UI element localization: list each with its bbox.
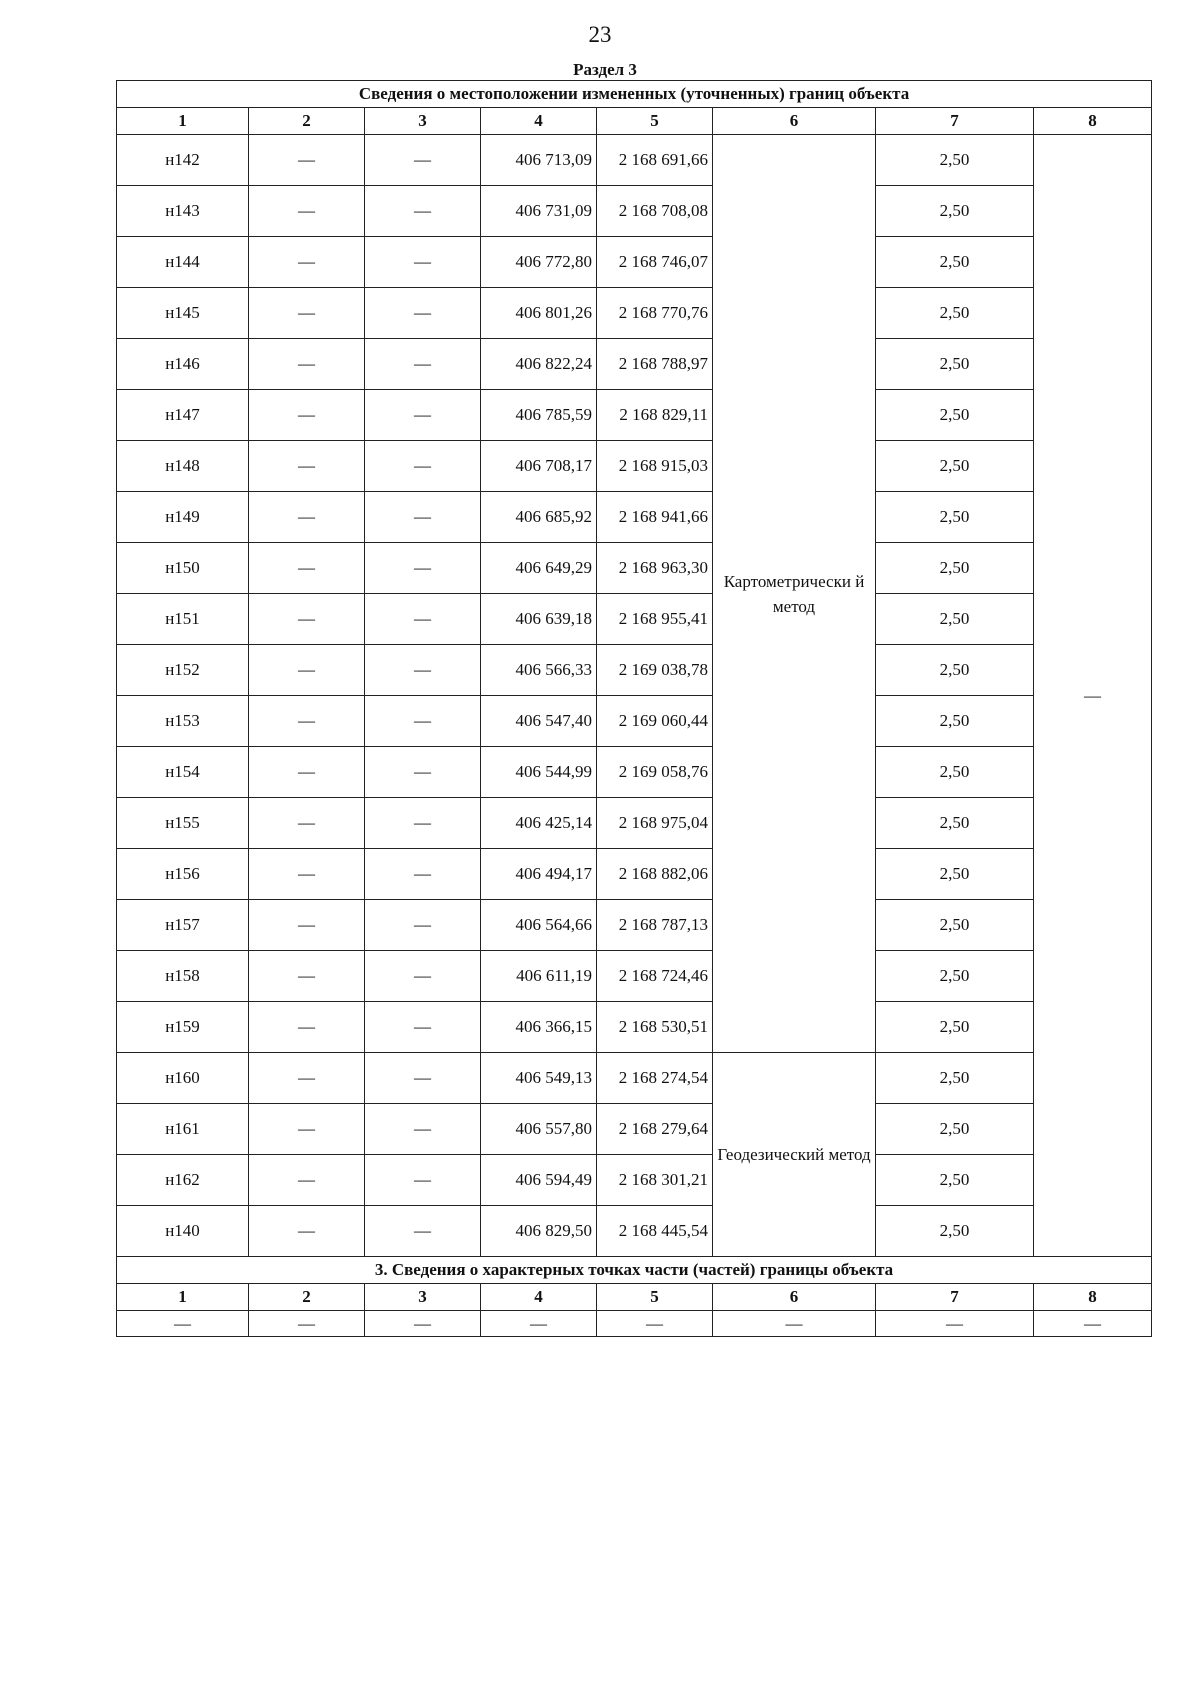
column-number: 3 <box>365 1284 481 1311</box>
precision-value: 2,50 <box>876 645 1034 696</box>
precision-value: 2,50 <box>876 543 1034 594</box>
precision-value: 2,50 <box>876 237 1034 288</box>
col3-value: — <box>365 135 481 186</box>
precision-value: 2,50 <box>876 696 1034 747</box>
point-name: н160 <box>117 1053 249 1104</box>
empty-value: — <box>876 1311 1034 1337</box>
column-number: 5 <box>597 1284 713 1311</box>
subsection-column-number-row <box>117 1284 1152 1311</box>
x-coordinate: 406 366,15 <box>481 1002 597 1053</box>
table-row <box>117 492 1152 543</box>
table-row <box>117 594 1152 645</box>
column-number: 4 <box>481 108 597 135</box>
precision-value: 2,50 <box>876 135 1034 186</box>
y-coordinate: 2 168 708,08 <box>597 186 713 237</box>
precision-value: 2,50 <box>876 288 1034 339</box>
y-coordinate: 2 169 038,78 <box>597 645 713 696</box>
page-number: 23 <box>588 22 612 47</box>
y-coordinate: 2 168 770,76 <box>597 288 713 339</box>
y-coordinate: 2 168 915,03 <box>597 441 713 492</box>
col2-value: — <box>249 441 365 492</box>
y-coordinate: 2 168 788,97 <box>597 339 713 390</box>
col2-value: — <box>249 1002 365 1053</box>
y-coordinate: 2 168 941,66 <box>597 492 713 543</box>
table-row <box>117 288 1152 339</box>
point-name: н154 <box>117 747 249 798</box>
x-coordinate: 406 547,40 <box>481 696 597 747</box>
subsection-empty-row <box>117 1311 1152 1337</box>
point-name: н146 <box>117 339 249 390</box>
col2-value: — <box>249 237 365 288</box>
table-row <box>117 135 1152 186</box>
x-coordinate: 406 685,92 <box>481 492 597 543</box>
col2-value: — <box>249 339 365 390</box>
x-coordinate: 406 564,66 <box>481 900 597 951</box>
column-number: 3 <box>365 108 481 135</box>
x-coordinate: 406 549,13 <box>481 1053 597 1104</box>
col3-value: — <box>365 1206 481 1257</box>
point-name: н140 <box>117 1206 249 1257</box>
column-number: 8 <box>1034 1284 1152 1311</box>
col2-value: — <box>249 900 365 951</box>
table-row <box>117 543 1152 594</box>
empty-value: — <box>117 1311 249 1337</box>
col3-value: — <box>365 645 481 696</box>
y-coordinate: 2 168 975,04 <box>597 798 713 849</box>
column-number: 5 <box>597 108 713 135</box>
x-coordinate: 406 494,17 <box>481 849 597 900</box>
col2-value: — <box>249 798 365 849</box>
column-number: 4 <box>481 1284 597 1311</box>
precision-value: 2,50 <box>876 951 1034 1002</box>
y-coordinate: 2 168 955,41 <box>597 594 713 645</box>
empty-value: — <box>365 1311 481 1337</box>
col2-value: — <box>249 849 365 900</box>
col2-value: — <box>249 288 365 339</box>
col2-value: — <box>249 186 365 237</box>
y-coordinate: 2 169 060,44 <box>597 696 713 747</box>
column-number: 6 <box>713 108 876 135</box>
table-row <box>117 849 1152 900</box>
col8-value: — <box>1034 135 1152 1257</box>
column-number: 1 <box>117 1284 249 1311</box>
table-row <box>117 1053 1152 1104</box>
precision-value: 2,50 <box>876 186 1034 237</box>
table-row <box>117 1002 1152 1053</box>
col3-value: — <box>365 1104 481 1155</box>
x-coordinate: 406 731,09 <box>481 186 597 237</box>
col2-value: — <box>249 492 365 543</box>
x-coordinate: 406 713,09 <box>481 135 597 186</box>
y-coordinate: 2 168 445,54 <box>597 1206 713 1257</box>
table-row <box>117 798 1152 849</box>
point-name: н147 <box>117 390 249 441</box>
x-coordinate: 406 785,59 <box>481 390 597 441</box>
x-coordinate: 406 611,19 <box>481 951 597 1002</box>
x-coordinate: 406 829,50 <box>481 1206 597 1257</box>
y-coordinate: 2 168 691,66 <box>597 135 713 186</box>
column-number: 8 <box>1034 108 1152 135</box>
point-name: н159 <box>117 1002 249 1053</box>
table-title: Сведения о местоположении измененных (уточненных) границ объекта <box>117 81 1152 108</box>
point-name: н153 <box>117 696 249 747</box>
x-coordinate: 406 649,29 <box>481 543 597 594</box>
col3-value: — <box>365 1155 481 1206</box>
point-name: н148 <box>117 441 249 492</box>
col3-value: — <box>365 390 481 441</box>
y-coordinate: 2 169 058,76 <box>597 747 713 798</box>
y-coordinate: 2 168 746,07 <box>597 237 713 288</box>
col3-value: — <box>365 951 481 1002</box>
table-row <box>117 186 1152 237</box>
table-row <box>117 390 1152 441</box>
precision-value: 2,50 <box>876 1104 1034 1155</box>
col3-value: — <box>365 543 481 594</box>
y-coordinate: 2 168 963,30 <box>597 543 713 594</box>
method-cell: Картометрически й метод <box>713 135 876 1053</box>
column-number: 2 <box>249 108 365 135</box>
col2-value: — <box>249 543 365 594</box>
col2-value: — <box>249 1104 365 1155</box>
point-name: н142 <box>117 135 249 186</box>
column-number: 6 <box>713 1284 876 1311</box>
precision-value: 2,50 <box>876 798 1034 849</box>
point-name: н152 <box>117 645 249 696</box>
col3-value: — <box>365 1053 481 1104</box>
point-name: н155 <box>117 798 249 849</box>
col3-value: — <box>365 339 481 390</box>
col3-value: — <box>365 900 481 951</box>
table-row <box>117 951 1152 1002</box>
point-name: н145 <box>117 288 249 339</box>
y-coordinate: 2 168 301,21 <box>597 1155 713 1206</box>
y-coordinate: 2 168 724,46 <box>597 951 713 1002</box>
subsection-title: 3. Сведения о характерных точках части (частей) границы объекта <box>117 1257 1152 1284</box>
col3-value: — <box>365 492 481 543</box>
y-coordinate: 2 168 829,11 <box>597 390 713 441</box>
point-name: н158 <box>117 951 249 1002</box>
col3-value: — <box>365 798 481 849</box>
col2-value: — <box>249 951 365 1002</box>
point-name: н151 <box>117 594 249 645</box>
col3-value: — <box>365 747 481 798</box>
col3-value: — <box>365 441 481 492</box>
col2-value: — <box>249 1206 365 1257</box>
column-number: 2 <box>249 1284 365 1311</box>
col2-value: — <box>249 594 365 645</box>
empty-value: — <box>597 1311 713 1337</box>
col3-value: — <box>365 186 481 237</box>
col2-value: — <box>249 390 365 441</box>
y-coordinate: 2 168 882,06 <box>597 849 713 900</box>
method-cell: Геодезический метод <box>713 1053 876 1257</box>
point-name: н143 <box>117 186 249 237</box>
x-coordinate: 406 544,99 <box>481 747 597 798</box>
empty-value: — <box>249 1311 365 1337</box>
col3-value: — <box>365 594 481 645</box>
y-coordinate: 2 168 274,54 <box>597 1053 713 1104</box>
col2-value: — <box>249 1155 365 1206</box>
col3-value: — <box>365 288 481 339</box>
precision-value: 2,50 <box>876 747 1034 798</box>
precision-value: 2,50 <box>876 1206 1034 1257</box>
precision-value: 2,50 <box>876 390 1034 441</box>
precision-value: 2,50 <box>876 441 1034 492</box>
col2-value: — <box>249 1053 365 1104</box>
x-coordinate: 406 639,18 <box>481 594 597 645</box>
col2-value: — <box>249 135 365 186</box>
table-row <box>117 1206 1152 1257</box>
precision-value: 2,50 <box>876 594 1034 645</box>
x-coordinate: 406 801,26 <box>481 288 597 339</box>
precision-value: 2,50 <box>876 1002 1034 1053</box>
point-name: н161 <box>117 1104 249 1155</box>
precision-value: 2,50 <box>876 849 1034 900</box>
column-number-row <box>117 108 1152 135</box>
point-name: н157 <box>117 900 249 951</box>
col2-value: — <box>249 747 365 798</box>
x-coordinate: 406 557,80 <box>481 1104 597 1155</box>
x-coordinate: 406 594,49 <box>481 1155 597 1206</box>
precision-value: 2,50 <box>876 339 1034 390</box>
boundary-table <box>116 80 1152 1337</box>
y-coordinate: 2 168 530,51 <box>597 1002 713 1053</box>
x-coordinate: 406 708,17 <box>481 441 597 492</box>
col3-value: — <box>365 237 481 288</box>
table-row <box>117 696 1152 747</box>
y-coordinate: 2 168 279,64 <box>597 1104 713 1155</box>
point-name: н156 <box>117 849 249 900</box>
point-name: н150 <box>117 543 249 594</box>
y-coordinate: 2 168 787,13 <box>597 900 713 951</box>
col3-value: — <box>365 696 481 747</box>
table-row <box>117 339 1152 390</box>
col2-value: — <box>249 645 365 696</box>
col3-value: — <box>365 849 481 900</box>
precision-value: 2,50 <box>876 900 1034 951</box>
col3-value: — <box>365 1002 481 1053</box>
empty-value: — <box>713 1311 876 1337</box>
section-title: Раздел 3 <box>573 60 637 79</box>
empty-value: — <box>481 1311 597 1337</box>
precision-value: 2,50 <box>876 1155 1034 1206</box>
x-coordinate: 406 772,80 <box>481 237 597 288</box>
point-name: н144 <box>117 237 249 288</box>
table-row <box>117 747 1152 798</box>
x-coordinate: 406 566,33 <box>481 645 597 696</box>
col2-value: — <box>249 696 365 747</box>
precision-value: 2,50 <box>876 492 1034 543</box>
table-row <box>117 1104 1152 1155</box>
point-name: н162 <box>117 1155 249 1206</box>
column-number: 7 <box>876 1284 1034 1311</box>
table-row <box>117 900 1152 951</box>
empty-value: — <box>1034 1311 1152 1337</box>
precision-value: 2,50 <box>876 1053 1034 1104</box>
point-name: н149 <box>117 492 249 543</box>
x-coordinate: 406 425,14 <box>481 798 597 849</box>
column-number: 1 <box>117 108 249 135</box>
table-row <box>117 441 1152 492</box>
table-row <box>117 645 1152 696</box>
table-row <box>117 237 1152 288</box>
table-row <box>117 1155 1152 1206</box>
x-coordinate: 406 822,24 <box>481 339 597 390</box>
column-number: 7 <box>876 108 1034 135</box>
